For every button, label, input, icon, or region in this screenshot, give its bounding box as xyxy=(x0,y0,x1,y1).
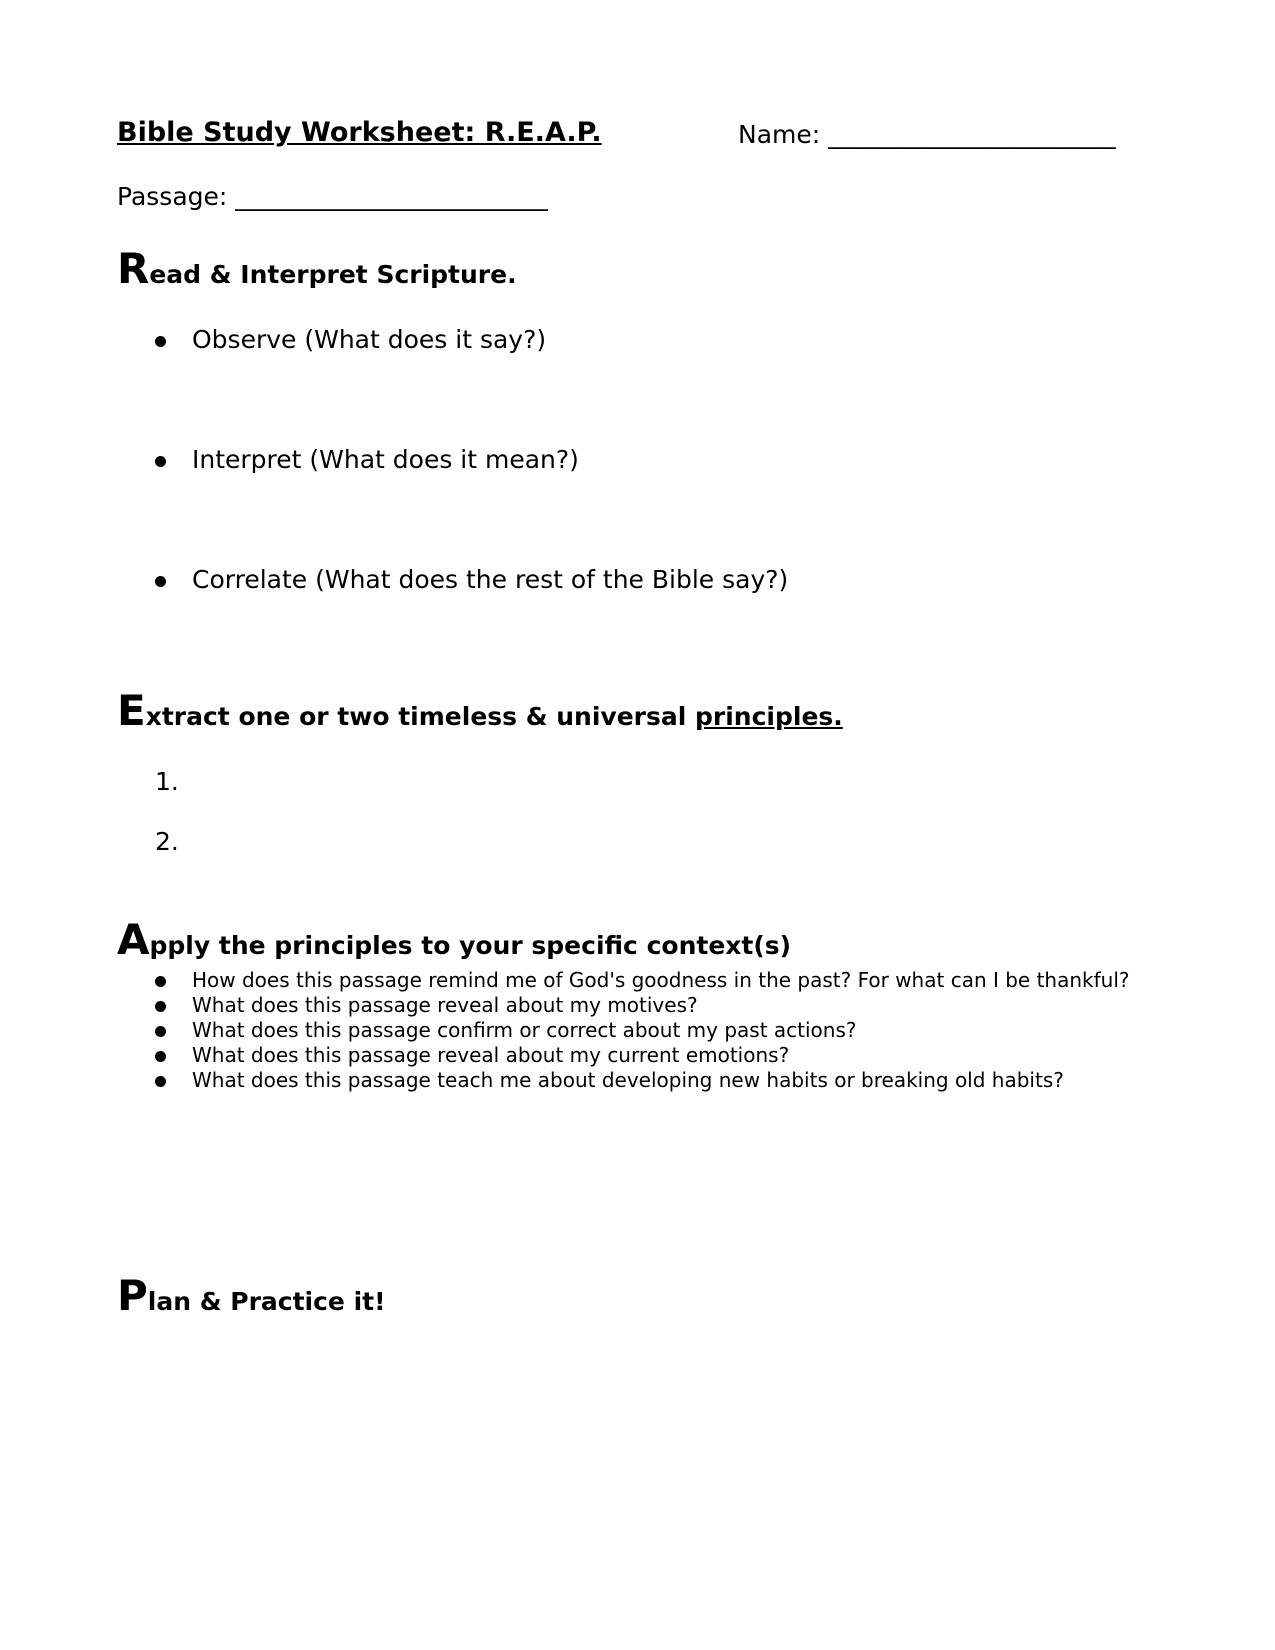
list-item xyxy=(155,565,788,594)
list-item-text: Interpret (What does it mean?) xyxy=(192,445,579,474)
list-item xyxy=(155,325,546,354)
extract-initial: E xyxy=(117,686,146,735)
list-item-text: What does this passage reveal about my current emotions? xyxy=(192,1043,790,1067)
bullet-icon xyxy=(155,1018,192,1042)
bullet-icon xyxy=(155,325,192,354)
plan-section-heading xyxy=(117,1271,386,1320)
bullet-icon xyxy=(155,565,192,594)
list-item-text: What does this passage confirm or correct about my past actions? xyxy=(192,1018,857,1042)
list-item xyxy=(155,1018,857,1042)
principle-number-2: 2. xyxy=(155,827,179,856)
bullet-icon xyxy=(155,1043,192,1067)
principles-word: principles. xyxy=(695,702,843,731)
bullet-icon xyxy=(155,445,192,474)
list-item xyxy=(155,968,1130,992)
apply-heading-text: pply the principles to your specific context(s) xyxy=(149,931,792,960)
list-item xyxy=(155,1043,789,1067)
list-item-text: How does this passage remind me of God's goodness in the past? For what can I be thankful? xyxy=(192,968,1130,992)
read-initial: R xyxy=(117,244,150,293)
name-field: Name: _______________________ xyxy=(738,120,1116,149)
plan-heading-text: lan & Practice it! xyxy=(147,1287,386,1316)
passage-field: Passage: _________________________ xyxy=(117,182,548,211)
apply-section-heading xyxy=(117,915,791,964)
list-item-text: Correlate (What does the rest of the Bible say?) xyxy=(192,565,789,594)
read-section-heading xyxy=(117,244,517,293)
apply-initial: A xyxy=(117,915,150,964)
bullet-icon xyxy=(155,993,192,1017)
worksheet-title: Bible Study Worksheet: R.E.A.P. xyxy=(117,117,602,148)
list-item xyxy=(155,1068,1064,1092)
principle-number-1: 1. xyxy=(155,767,179,796)
extract-heading-text: xtract one or two timeless & universal xyxy=(145,702,696,731)
list-item-text: What does this passage reveal about my motives? xyxy=(192,993,698,1017)
bullet-icon xyxy=(155,1068,192,1092)
list-item xyxy=(155,993,698,1017)
extract-section-heading xyxy=(117,686,843,735)
bullet-icon xyxy=(155,968,192,992)
read-heading-text: ead & Interpret Scripture. xyxy=(149,260,517,289)
plan-initial: P xyxy=(117,1271,148,1320)
list-item-text: What does this passage teach me about developing new habits or breaking old habits? xyxy=(192,1068,1064,1092)
list-item xyxy=(155,445,579,474)
list-item-text: Observe (What does it say?) xyxy=(192,325,547,354)
